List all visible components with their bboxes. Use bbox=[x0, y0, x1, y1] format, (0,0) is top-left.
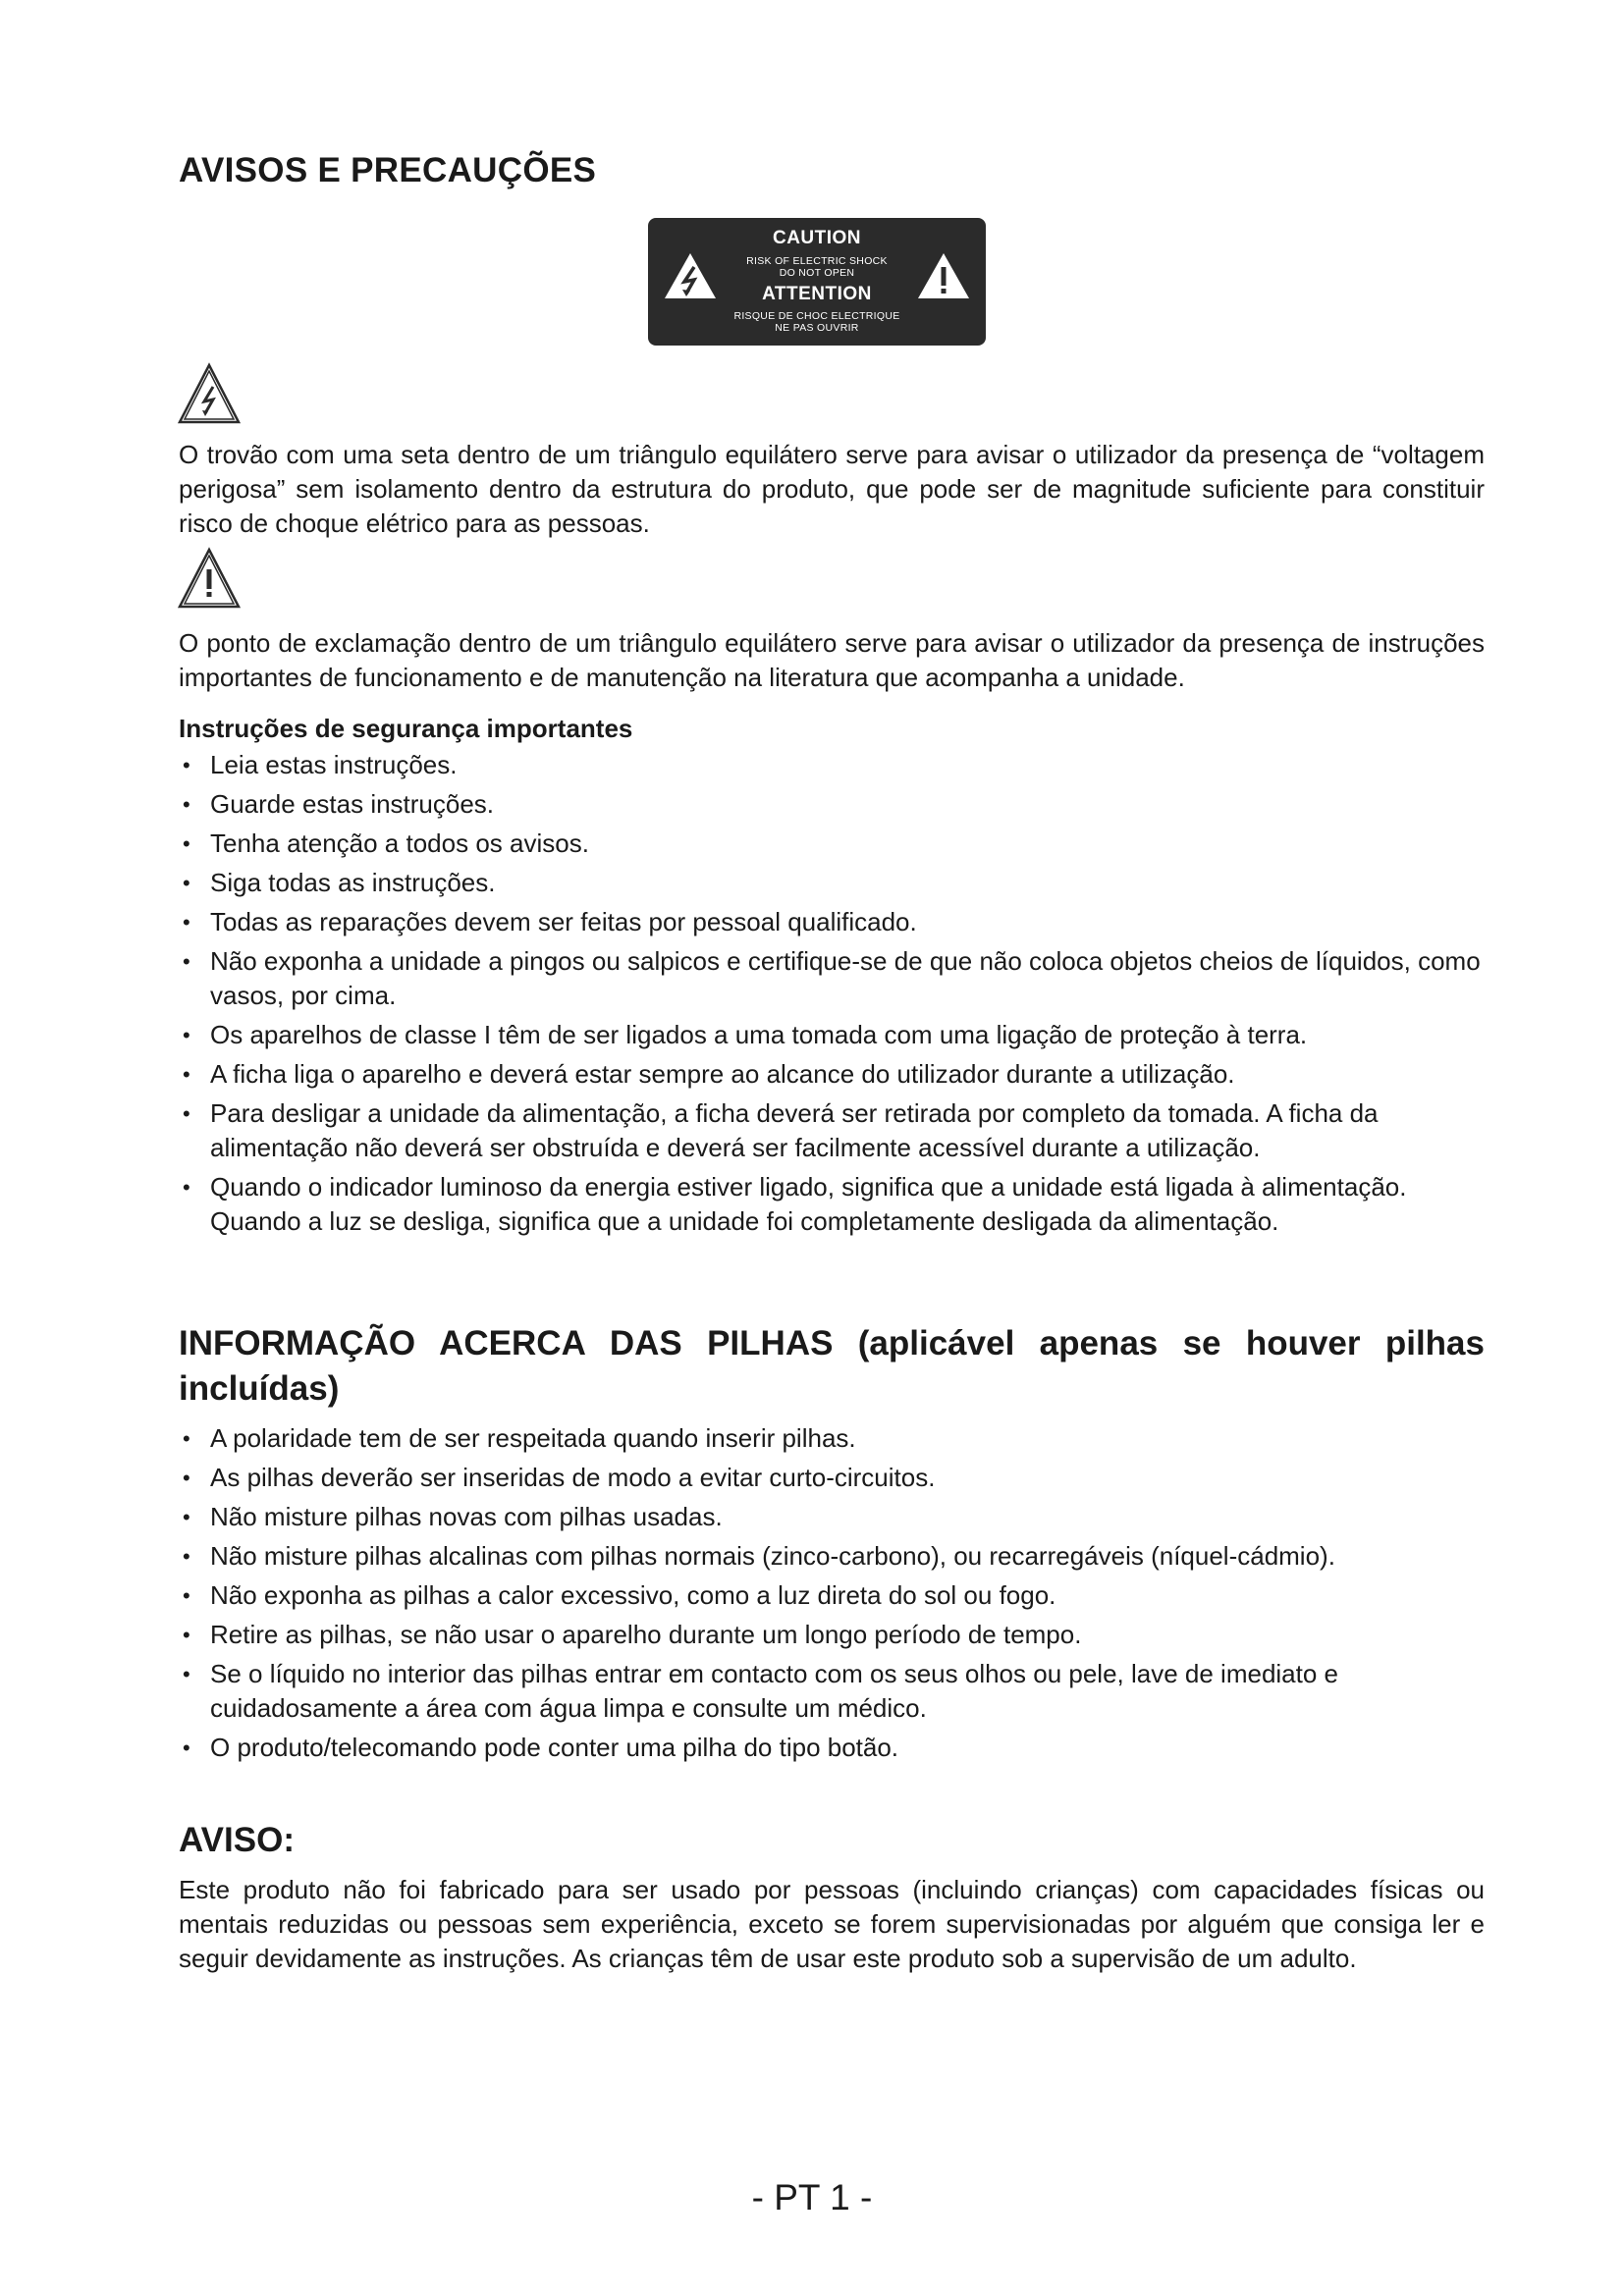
exclamation-triangle-icon bbox=[915, 250, 972, 301]
page-number: - PT 1 - bbox=[751, 2177, 873, 2217]
list-item: • Não misture pilhas alcalinas com pilhas normais (zinco-carbono), ou recarregáveis (níquel-cádmio). bbox=[179, 1539, 1485, 1574]
safety-heading: Instruções de segurança importantes bbox=[179, 714, 633, 743]
caution-subtitle-fr: RISQUE DE CHOC ELECTRIQUE NE PAS OUVRIR bbox=[733, 310, 900, 334]
batteries-heading: INFORMAÇÃO ACERCA DAS PILHAS (aplicável apenas se houver pilhas incluídas) bbox=[179, 1324, 1485, 1408]
warning-heading: AVISO: bbox=[179, 1821, 295, 1859]
attention-title: ATTENTION bbox=[762, 284, 872, 304]
list-item: • Leia estas instruções. bbox=[179, 748, 1485, 782]
list-item: • Para desligar a unidade da alimentação, a ficha deverá ser retirada por completo da tomada. A ficha da alimentação não deverá ser obstruída e deverá ser facilmente acessível durante a utilização. bbox=[179, 1096, 1485, 1165]
list-item: • Retire as pilhas, se não usar o aparelho durante um longo período de tempo. bbox=[179, 1618, 1485, 1652]
list-item: • O produto/telecomando pode conter uma pilha do tipo botão. bbox=[179, 1731, 1485, 1765]
list-item: • A ficha liga o aparelho e deverá estar sempre ao alcance do utilizador durante a utilização. bbox=[179, 1057, 1485, 1092]
list-item: • A polaridade tem de ser respeitada quando inserir pilhas. bbox=[179, 1421, 1485, 1456]
page-title: AVISOS E PRECAUÇÕES bbox=[179, 151, 597, 189]
exclamation-description: O ponto de exclamação dentro de um triângulo equilátero serve para avisar o utilizador da presença de instruções importantes de funcionamento e de manutenção na literatura que acompanha a unidade. bbox=[179, 628, 1485, 692]
list-item: • Não misture pilhas novas com pilhas usadas. bbox=[179, 1500, 1485, 1534]
list-item: • Se o líquido no interior das pilhas entrar em contacto com os seus olhos ou pele, lave de imediato e cuidadosamente a área com água limpa e consulte um médico. bbox=[179, 1657, 1485, 1726]
caution-subtitle-en: RISK OF ELECTRIC SHOCK DO NOT OPEN bbox=[746, 255, 888, 279]
list-item: • Quando o indicador luminoso da energia estiver ligado, significa que a unidade está ligada à alimentação. Quando a luz se desliga, significa que a unidade foi completamente desligada da alimentação. bbox=[179, 1170, 1485, 1239]
lightning-triangle-icon bbox=[662, 250, 719, 301]
list-item: • Não exponha as pilhas a calor excessivo, como a luz direta do sol ou fogo. bbox=[179, 1578, 1485, 1613]
exclamation-triangle-icon bbox=[177, 546, 242, 611]
list-item: • Os aparelhos de classe I têm de ser ligados a uma tomada com uma ligação de proteção à terra. bbox=[179, 1018, 1485, 1052]
safety-list bbox=[179, 748, 1485, 1244]
list-item: • Guarde estas instruções. bbox=[179, 787, 1485, 822]
caution-title: CAUTION bbox=[772, 228, 862, 248]
list-item: • Não exponha a unidade a pingos ou salpicos e certifique-se de que não coloca objetos cheios de líquidos, como vasos, por cima. bbox=[179, 944, 1485, 1013]
batteries-list bbox=[179, 1421, 1485, 1770]
lightning-description: O trovão com uma seta dentro de um triângulo equilátero serve para avisar o utilizador da presença de “voltagem perigosa” sem isolamento dentro da estrutura do produto, que pode ser de magnitude suficiente para constituir risco de choque elétrico para as pessoas. bbox=[179, 440, 1485, 538]
list-item: • Todas as reparações devem ser feitas por pessoal qualificado. bbox=[179, 905, 1485, 939]
list-item: • As pilhas deverão ser inseridas de modo a evitar curto-circuitos. bbox=[179, 1461, 1485, 1495]
list-item: • Tenha atenção a todos os avisos. bbox=[179, 827, 1485, 861]
caution-label bbox=[648, 218, 986, 346]
warning-text: Este produto não foi fabricado para ser usado por pessoas (incluindo crianças) com capacidades físicas ou mentais reduzidas ou pessoas sem experiência, exceto se forem supervisionadas por alguém que consiga ler e seguir devidamente as instruções. As crianças têm de usar este produto sob a supervisão de um adulto. bbox=[179, 1875, 1485, 1973]
lightning-triangle-icon bbox=[177, 361, 242, 426]
list-item: • Siga todas as instruções. bbox=[179, 866, 1485, 900]
